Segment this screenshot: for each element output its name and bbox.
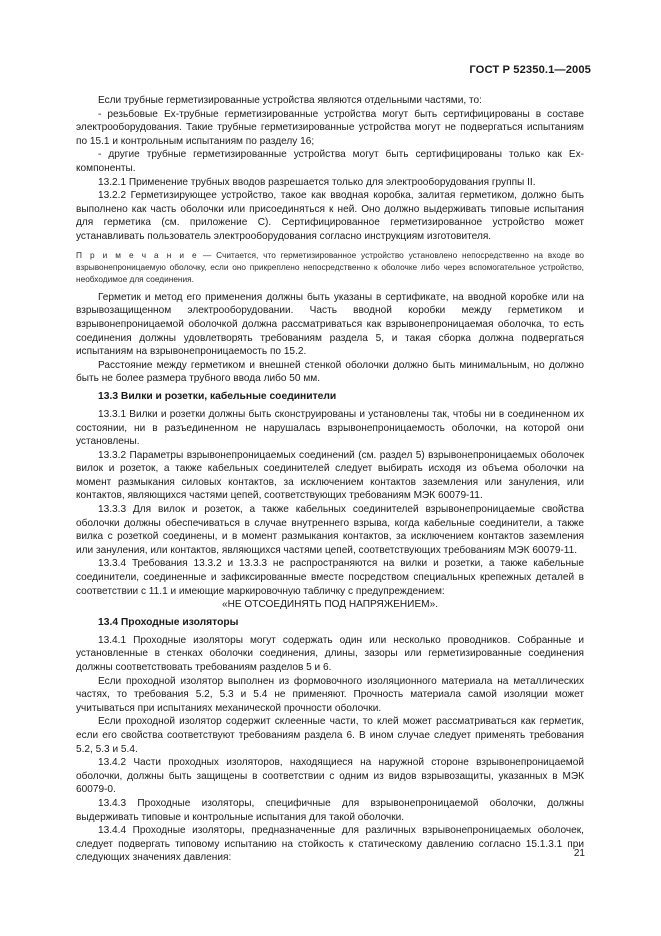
page-number: 21	[573, 848, 585, 859]
paragraph: 13.3.1 Вилки и розетки должны быть сконструированы и установлены так, чтобы ни в соединенном их состоянии, ни в разъединенном не нарушалась взрывонепроницаемость оболочки, на которой они установлены.	[76, 408, 584, 448]
paragraph: 13.2.2 Герметизирующее устройство, такое как вводная коробка, залитая герметиком, должно быть выполнено как часть оболочки или присоединяться к ней. Оно должно выдерживать типовые испытания для герметика (см. приложение С). Сертифицированное герметизированное устройство может устанавливать пользователь электрооборудования согласно инструкциям изготовителя.	[76, 190, 584, 242]
paragraph: 13.4.1 Проходные изоляторы могут содержать один или несколько проводников. Собранные и установленные в стенках оболочки соединения, длины, зазоры или герметизированные соединения должны соответствовать требованиям разделов 5 и 6.	[76, 634, 584, 673]
standard-code-header: ГОСТ Р 52350.1—2005	[469, 64, 591, 76]
section-heading: 13.3 Вилки и розетки, кабельные соединители	[98, 390, 337, 402]
paragraph: Если трубные герметизированные устройства являются отдельными частями, то:	[98, 95, 482, 106]
warning-text: «НЕ ОТСОЕДИНЯТЬ ПОД НАПРЯЖЕНИЕМ».	[221, 599, 438, 611]
paragraph: Расстояние между герметиком и внешней стенкой оболочки должно быть минимальным, но должно быть не более размера трубного ввода либо 50 мм.	[76, 359, 584, 385]
paragraph: - другие трубные герметизированные устройства могут быть сертифицированы только как Ех-компоненты.	[76, 149, 584, 174]
document-body	[76, 94, 584, 865]
note-text: — Считается, что герметизированное устройство установлено непосредственно на входе во взрывонепроницаемую оболочку, если оно прикреплено непосредственно к оболочке либо через вспомогательное устройство, необходимое для соединения.	[76, 249, 584, 285]
paragraph: Если проходной изолятор содержит склеенные части, то клей может рассматриваться как герметик, если его свойства соответствуют требованиям раздела 6. В ином случае следует применять требования 5.2, 5.3 и 5.4.	[76, 716, 584, 755]
paragraph: 13.3.3 Для вилок и розеток, а также кабельных соединителей взрывонепроницаемые свойства оболочки должны обеспечиваться в случае внутреннего взрыва, когда кабельные соединители, а также вилка с розеткой соединены, и в момент размыкания контактов, за исключением контактов заземления или зануления, или контактов, являющихся частями цепей, соответствующих требованиям МЭК 60079-11.	[76, 504, 584, 556]
paragraph: 13.4.2 Части проходных изоляторов, находящиеся на наружной стороне взрывонепроницаемой оболочки, должны быть защищены в соответствии с одним из видов взрывозащиты, указанных в МЭК 60079-0.	[76, 757, 584, 796]
paragraph: Герметик и метод его применения должны быть указаны в сертификате, на вводной коробке или на взрывозащищенном электрооборудовании. Часть вводной коробки между герметиком и взрывонепроницаемой оболочкой должна рассматриваться как взрывонепроницаемая оболочка, то есть соединения должны удовлетворять требованиям раздела 5, и такая сборка должна подвергаться испытаниям на взрывонепроницаемость по 15.2.	[76, 291, 584, 358]
paragraph: 13.2.1 Применение трубных вводов разрешается только для электрооборудования группы II.	[98, 176, 536, 188]
note-label: П р и м е ч а н и е	[76, 249, 199, 260]
note	[76, 249, 584, 286]
paragraph: 13.3.2 Параметры взрывонепроницаемых соединений (см. раздел 5) взрывонепроницаемых оболочек вилок и розеток, а также кабельных соединителей следует выбирать исходя из объема оболочки на момент размыкания силовых контактов, за исключением контактов заземления или зануления, или контактов, являющихся частями цепей, соответствующих требованиям МЭК 60079-11.	[76, 449, 584, 502]
paragraph: Если проходной изолятор выполнен из формовочного изоляционного материала на металлических частях, то требования 5.2, 5.3 и 5.4 не применяют. Прочность материала самой изоляции может учитываться при испытаниях механической прочности оболочки.	[76, 675, 584, 714]
section-heading: 13.4 Проходные изоляторы	[98, 616, 239, 628]
paragraph: 13.4.3 Проходные изоляторы, специфичные для взрывонепроницаемой оболочки, должны выдерживать типовые и контрольные испытания для такой оболочки.	[76, 797, 584, 823]
paragraph: 13.3.4 Требования 13.3.2 и 13.3.3 не распространяются на вилки и розетки, а также кабельные соединители, соединенные и зафиксированные вместе посредством специальных крепежных деталей в соответствии с 11.1 и имеющие маркировочную табличку с предупреждением:	[76, 558, 584, 597]
paragraph: 13.4.4 Проходные изоляторы, предназначенные для различных взрывонепроницаемых оболочек, следует подвергать типовому испытанию на стойкость к статическому давлению согласно 15.1.3.1 при следующих значениях давления:	[76, 825, 584, 864]
paragraph: - резьбовые Ех-трубные герметизированные устройства могут быть сертифицированы в составе электрооборудования. Такие трубные герметизированные устройства могут не подвергаться испытаниям по 15.1 и контрольным испытаниям по разделу 16;	[76, 108, 584, 147]
